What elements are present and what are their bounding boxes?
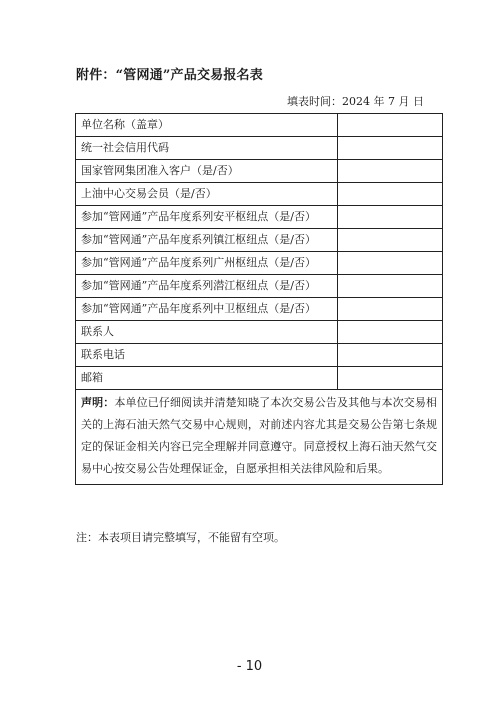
table-row [76, 252, 443, 275]
row-label-exchange-member: 上油中心交易会员（是/否） [76, 183, 338, 206]
registration-form-table [75, 113, 443, 485]
table-row [76, 183, 443, 206]
row-label-company-name: 单位名称（盖章） [76, 114, 338, 137]
form-note: 注：本表项目请完整填写，不能留有空项。 [76, 531, 285, 544]
row-label-email: 邮箱 [76, 367, 338, 390]
table-row [76, 137, 443, 160]
guangzhou-hub-field[interactable] [338, 252, 443, 275]
email-field[interactable] [338, 367, 443, 390]
page-title: 附件：“管网通”产品交易报名表 [76, 68, 263, 83]
table-row [76, 321, 443, 344]
declaration-label: 声明： [81, 396, 115, 409]
exchange-member-field[interactable] [338, 183, 443, 206]
declaration-row [76, 390, 443, 485]
contact-person-field[interactable] [338, 321, 443, 344]
row-label-guangzhou-hub: 参加“管网通”产品年度系列广州枢纽点（是/否） [76, 252, 338, 275]
row-label-pipeline-customer: 国家管网集团准入客户（是/否） [76, 160, 338, 183]
table-row [76, 344, 443, 367]
table-row [76, 160, 443, 183]
zhongwei-hub-field[interactable] [338, 298, 443, 321]
table-row [76, 367, 443, 390]
row-label-credit-code: 统一社会信用代码 [76, 137, 338, 160]
row-label-qianjiang-hub: 参加“管网通”产品年度系列潜江枢纽点（是/否） [76, 275, 338, 298]
declaration-cell [76, 390, 443, 485]
row-label-anping-hub: 参加“管网通”产品年度系列安平枢纽点（是/否） [76, 206, 338, 229]
qianjiang-hub-field[interactable] [338, 275, 443, 298]
table-row [76, 275, 443, 298]
table-row [76, 298, 443, 321]
table-row [76, 206, 443, 229]
fill-date: 填表时间：2024 年 7 月 日 [287, 95, 424, 108]
zhenjiang-hub-field[interactable] [338, 229, 443, 252]
credit-code-field[interactable] [338, 137, 443, 160]
row-label-contact-phone: 联系电话 [76, 344, 338, 367]
row-label-zhongwei-hub: 参加“管网通”产品年度系列中卫枢纽点（是/否） [76, 298, 338, 321]
company-name-field[interactable] [338, 114, 443, 137]
table-row [76, 114, 443, 137]
pipeline-customer-field[interactable] [338, 160, 443, 183]
row-label-zhenjiang-hub: 参加“管网通”产品年度系列镇江枢纽点（是/否） [76, 229, 338, 252]
contact-phone-field[interactable] [338, 344, 443, 367]
page-number: - 10 [236, 659, 263, 674]
declaration-text: 本单位已仔细阅读并清楚知晓了本次交易公告及其他与本次交易相关的上海石油天然气交易中心规则，对前述内容尤其是交易公告第七条规定的保证金相关内容已完全理解并同意遵守。同意授权上海石油天然气交易中心按交易公告处理保证金，自愿承担相关法律风险和后果。 [81, 396, 438, 475]
anping-hub-field[interactable] [338, 206, 443, 229]
row-label-contact-person: 联系人 [76, 321, 338, 344]
table-row [76, 229, 443, 252]
